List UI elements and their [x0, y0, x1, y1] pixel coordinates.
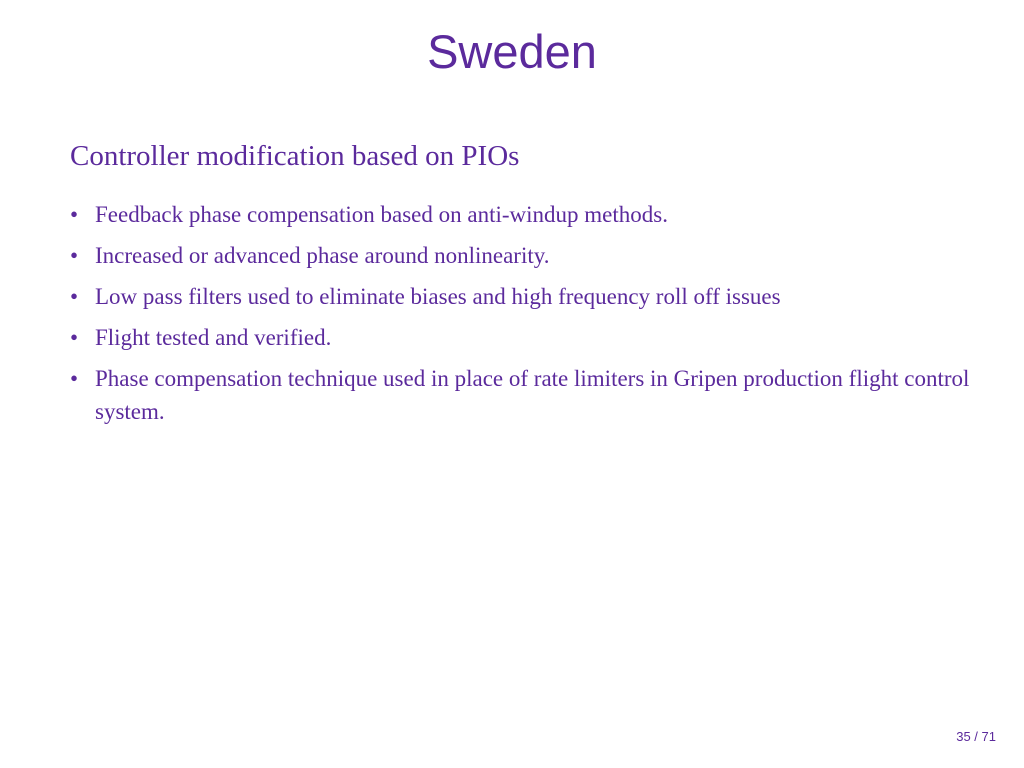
list-item	[70, 239, 970, 272]
section-heading: Controller modification based on PIOs	[70, 140, 520, 172]
bullet-text: Phase compensation technique used in place of rate limiters in Gripen production flight control system.	[95, 366, 970, 424]
list-item	[70, 362, 970, 428]
list-item	[70, 321, 970, 354]
slide-title: Sweden	[427, 25, 597, 78]
list-item	[70, 198, 970, 231]
page-number: 35 / 71	[956, 729, 996, 744]
bullet-text: Feedback phase compensation based on anti-windup methods.	[95, 202, 668, 227]
bullet-icon: •	[70, 366, 79, 391]
bullet-text: Increased or advanced phase around nonlinearity.	[95, 243, 550, 268]
bullet-icon: •	[70, 202, 79, 227]
bullet-text: Flight tested and verified.	[95, 325, 332, 350]
bullet-list	[70, 198, 970, 436]
bullet-icon: •	[70, 284, 79, 309]
bullet-text: Low pass filters used to eliminate biases and high frequency roll off issues	[95, 284, 781, 309]
list-item	[70, 280, 970, 313]
bullet-icon: •	[70, 325, 79, 350]
bullet-icon: •	[70, 243, 79, 268]
